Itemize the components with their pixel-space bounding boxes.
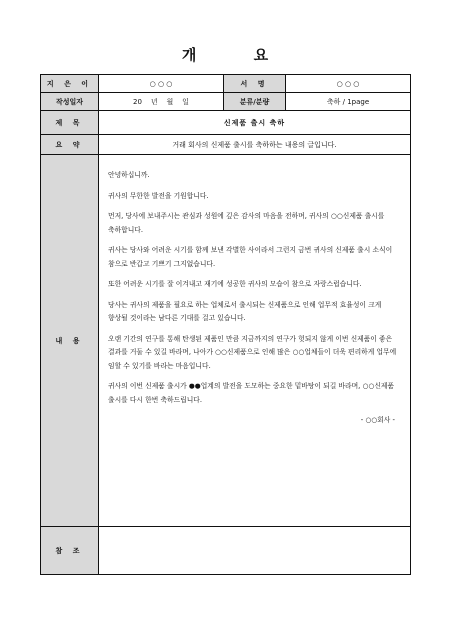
- content-paragraph: 귀사는 당사와 어려운 시기를 함께 보낸 각별한 사이라서 그런지 금번 귀사의 신제품 출시 소식이 참으로 반갑고 기쁘기 그지없습니다.: [108, 246, 393, 268]
- content-paragraph: 귀사의 무한한 발전을 기원합니다.: [108, 191, 209, 200]
- content-paragraph: 먼저, 당사에 보내주시는 관심과 성원에 깊은 감사의 마음을 전하며, 귀사의 ○○신제품 출시를 축하합니다.: [108, 212, 385, 234]
- content-row: [41, 155, 411, 527]
- reference-row: [41, 527, 411, 575]
- seal-label: 서 명: [224, 75, 286, 93]
- date-value: 20 년 월 일: [99, 93, 224, 111]
- content-body: [99, 155, 411, 527]
- subject-row: [41, 111, 411, 135]
- subject-value: 신제품 출시 축하: [99, 111, 411, 135]
- content-paragraph: 오랜 기간의 연구를 통해 탄생된 제품인 만큼 지금까지의 연구가 헛되지 않게 이번 신제품이 좋은 결과를 거둘 수 있길 바라며, 나아가 ○○신제품으로 인해 많은 ○○업체들이 더욱 편리하게 업무에 임할 수 있기를 바라는 마음입니다.: [108, 334, 397, 370]
- summary-row: [41, 135, 411, 155]
- summary-value: 거래 회사의 신제품 출시를 축하하는 내용의 글입니다.: [99, 135, 411, 155]
- author-value: ○ ○ ○: [99, 75, 224, 93]
- content-paragraph: 또한 어려운 시기를 잘 이겨내고 재기에 성공한 귀사의 모습이 참으로 자랑스럽습니다.: [108, 280, 362, 288]
- summary-form-table: [40, 74, 411, 575]
- category-label: 분류/분량: [224, 93, 286, 111]
- document-title: 개 요: [181, 46, 295, 64]
- author-row: [41, 75, 411, 93]
- summary-label: 요 약: [41, 135, 99, 155]
- content-paragraph: 안녕하십니까.: [108, 171, 150, 179]
- reference-value: [99, 527, 411, 575]
- reference-label: 참 조: [41, 527, 99, 575]
- content-paragraph: 귀사의 이번 신제품 출시가 ●●업계의 발전을 도모하는 중요한 밑바탕이 되길 바라며, ○○신제품 출시를 다시 한번 축하드립니다.: [108, 382, 395, 404]
- date-row: [41, 93, 411, 111]
- content-paragraph: 당사는 귀사의 제품을 필요로 하는 업체로서 출시되는 신제품으로 인해 업무적 효율성이 크게 향상될 것이라는 남다른 기대를 걸고 있습니다.: [108, 300, 382, 322]
- date-label: 작성일자: [41, 93, 99, 111]
- subject-label: 제 목: [41, 111, 99, 135]
- author-label: 지 은 이: [41, 75, 99, 93]
- signature: - ○○회사 -: [360, 416, 395, 424]
- category-value: 축하 / 1page: [286, 93, 411, 111]
- seal-value: ○ ○ ○: [286, 75, 411, 93]
- content-label: 내 용: [41, 155, 99, 527]
